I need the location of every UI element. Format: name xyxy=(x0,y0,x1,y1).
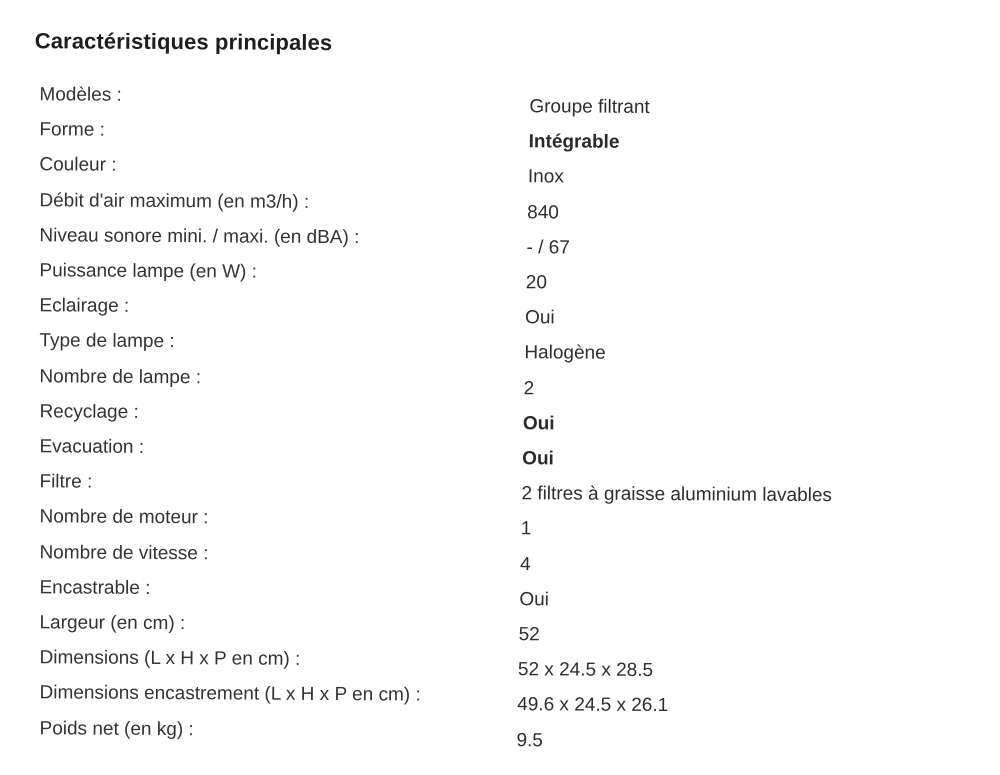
spec-value: Halogène xyxy=(524,342,606,365)
spec-row xyxy=(0,190,999,226)
spec-value: Oui xyxy=(522,412,555,435)
spec-label: Nombre de lampe : xyxy=(39,365,202,388)
spec-value: 4 xyxy=(519,553,531,575)
spec-row xyxy=(0,295,998,331)
spec-value: 52 x 24.5 x 28.5 xyxy=(517,659,654,682)
spec-value: Oui xyxy=(522,448,554,470)
spec-label: Poids net (en kg) : xyxy=(39,717,194,740)
spec-row xyxy=(0,366,998,402)
spec-row xyxy=(0,154,999,190)
spec-row xyxy=(0,682,996,718)
spec-label: Forme : xyxy=(39,119,105,141)
spec-row xyxy=(0,84,999,120)
spec-value: Oui xyxy=(525,307,555,329)
spec-label: Eclairage : xyxy=(39,295,130,317)
spec-row xyxy=(0,401,998,437)
spec-row xyxy=(0,471,997,507)
spec-value: 840 xyxy=(527,201,559,224)
spec-label: Nombre de moteur : xyxy=(39,506,209,529)
spec-value: - / 67 xyxy=(526,237,570,259)
spec-label: Recyclage : xyxy=(39,401,139,423)
spec-value: 9.5 xyxy=(516,729,543,751)
spec-row xyxy=(0,577,996,613)
spec-row xyxy=(0,506,997,542)
spec-row xyxy=(0,647,996,683)
spec-label: Puissance lampe (en W) : xyxy=(39,260,258,283)
spec-value: 49.6 x 24.5 x 26.1 xyxy=(517,694,669,717)
spec-row xyxy=(0,119,999,155)
spec-label: Dimensions (L x H x P en cm) : xyxy=(39,647,301,671)
spec-row xyxy=(0,225,999,261)
spec-row xyxy=(0,330,998,366)
spec-label: Modèles : xyxy=(39,84,122,106)
spec-label: Dimensions encastrement (L x H x P en cm) : xyxy=(39,682,421,706)
spec-label: Encastrable : xyxy=(39,577,151,599)
spec-value: 1 xyxy=(520,518,532,540)
page-title: Caractéristiques principales xyxy=(34,28,333,56)
spec-label: Type de lampe : xyxy=(39,330,175,353)
spec-label: Evacuation : xyxy=(39,436,145,458)
spec-value: Oui xyxy=(519,588,549,611)
spec-value: 52 xyxy=(518,624,540,646)
spec-row xyxy=(0,612,996,648)
spec-value: 2 filtres à graisse aluminium lavables xyxy=(521,483,833,507)
spec-label: Couleur : xyxy=(39,154,117,177)
spec-label: Niveau sonore mini. / maxi. (en dBA) : xyxy=(39,225,360,248)
spec-label: Filtre : xyxy=(39,471,93,493)
spec-value: Inox xyxy=(527,166,564,188)
spec-row xyxy=(0,718,996,754)
spec-label: Débit d'air maximum (en m3/h) : xyxy=(39,189,310,213)
spec-value: 20 xyxy=(525,272,547,294)
spec-value: 2 xyxy=(523,377,535,399)
spec-value: Groupe filtrant xyxy=(529,96,650,118)
spec-label: Largeur (en cm) : xyxy=(39,612,186,635)
spec-row xyxy=(0,436,997,472)
spec-value: Intégrable xyxy=(528,131,620,153)
spec-row xyxy=(0,542,997,578)
spec-label: Nombre de vitesse : xyxy=(39,541,209,564)
spec-row xyxy=(0,260,998,296)
